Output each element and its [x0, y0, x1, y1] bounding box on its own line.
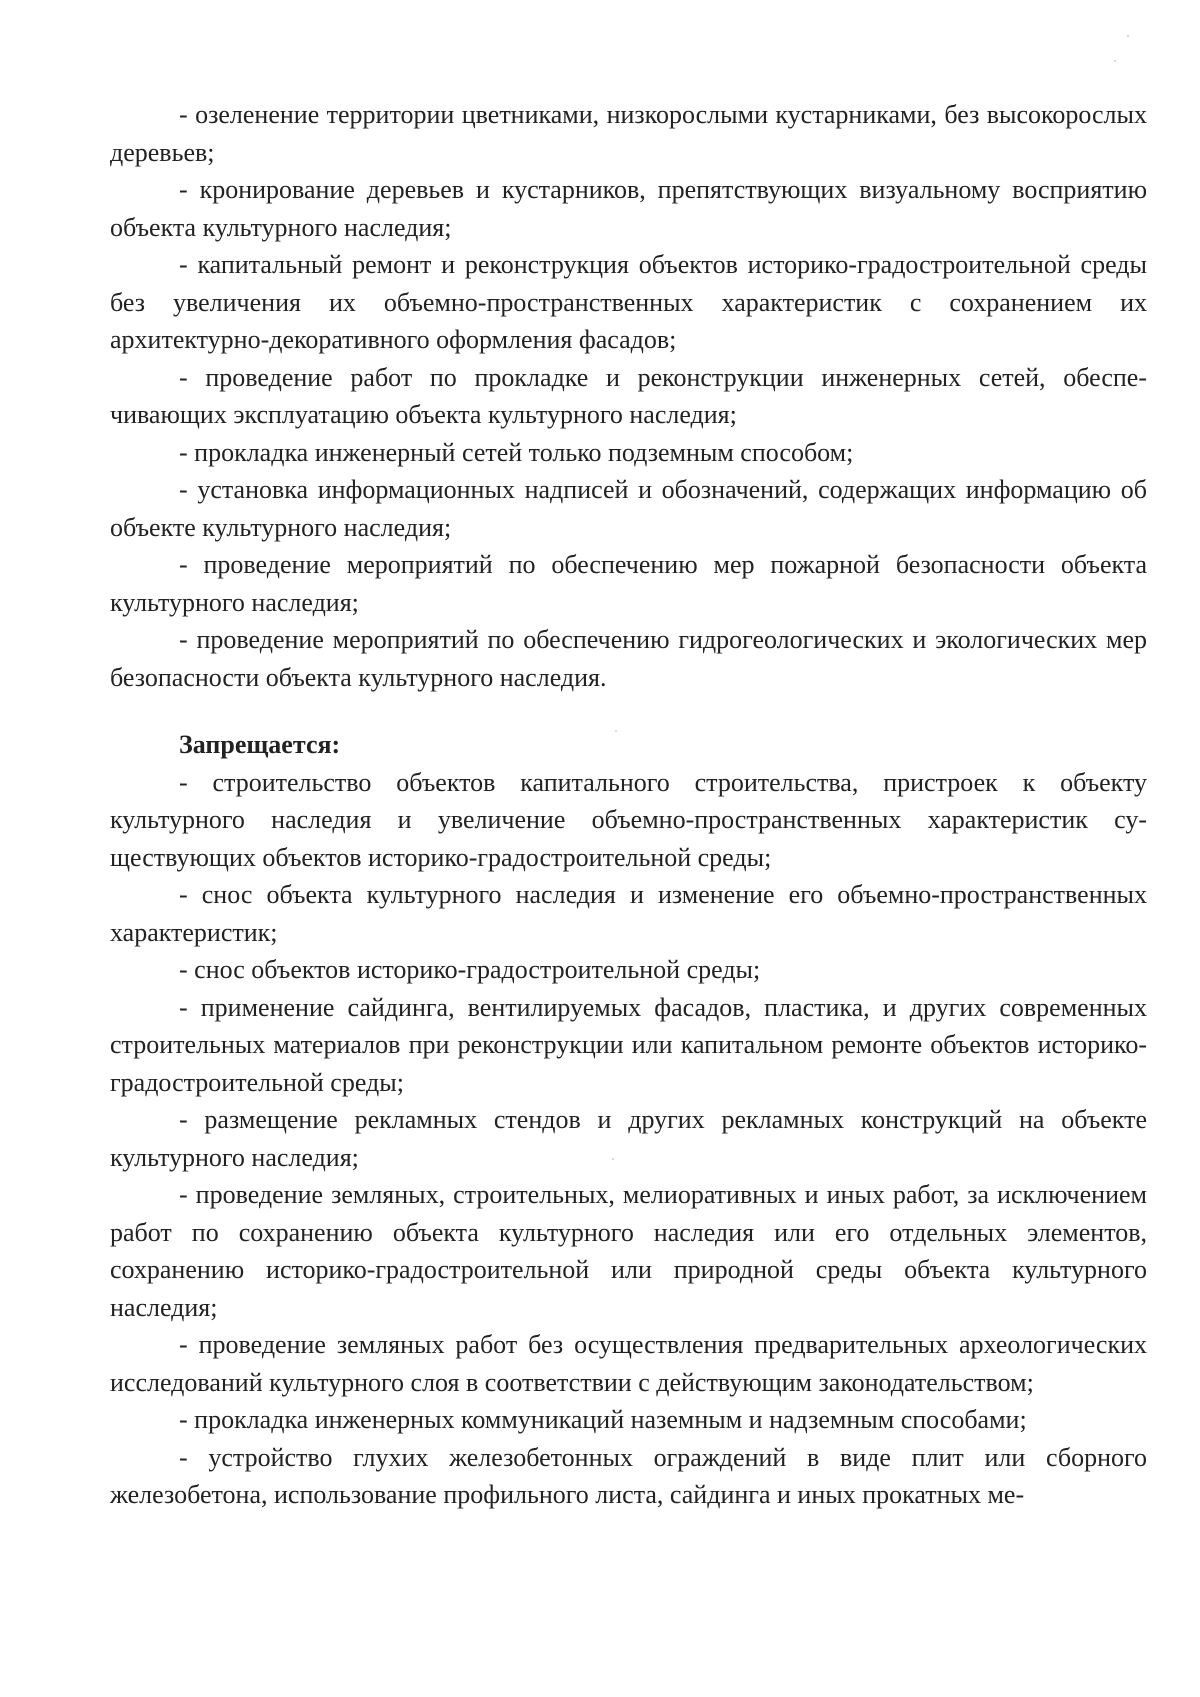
list-item: - кронирование деревьев и кустарников, препятствующих визуальному восприятию объекта культурного наследия;: [110, 175, 1147, 242]
list-item: - прокладка инженерных коммуникаций наземным и надземным способами;: [179, 1405, 1027, 1434]
list-item: - проведение земляных, строительных, мелиоративных и иных работ, за исключением работ по сохранению объекта культурного наследия или его отдельных элементов, сохранению историко-градостроительной или природной среды объекта культурного наследия;: [110, 1180, 1147, 1322]
list-item: - прокладка инженерный сетей только подземным способом;: [179, 437, 854, 467]
list-item: - снос объектов историко-градостроительной среды;: [179, 955, 761, 984]
list-item: - строительство объектов капитального строительства, пристроек к объекту культурного наследия и увеличение объемно-пространственных характеристик существующих объектов историко-градостроительной среды;: [110, 767, 1147, 872]
allowed-list: [110, 96, 1147, 696]
list-item: - проведение мероприятий по обеспечению мер пожарной безопасности объекта культурного наследия;: [110, 550, 1147, 617]
list-item: - установка информационных надписей и обозначений, содержащих информацию об объекте культурного наследия;: [110, 475, 1147, 542]
scan-speck: [1127, 35, 1129, 37]
list-item: - капитальный ремонт и реконструкция объектов историко-градостроительной среды без увеличения их объемно-пространственных характеристик с сохранением их архитектурно-декоративного оформления фасадов;: [110, 250, 1147, 354]
list-item: - проведение земляных работ без осуществления предварительных археологических исследований культурного слоя в соответствии с действующим законодательством;: [110, 1330, 1147, 1397]
list-item: - снос объекта культурного наследия и изменение его объемно-пространственных характеристик;: [110, 880, 1147, 947]
prohibited-list: [110, 764, 1147, 1514]
list-item: - применение сайдинга, вентилируемых фасадов, пластика, и других современных строительных материалов при реконструкции или капитальном ремонте объектов историко-градостроительной среды;: [110, 992, 1147, 1097]
section-heading-prohibited: Запрещается:: [179, 730, 341, 759]
list-item: - проведение мероприятий по обеспечению гидрогеологических и экологических мер безопасности объекта культурного наследия.: [110, 625, 1147, 692]
scan-speck: [612, 1158, 614, 1160]
scan-speck: [1114, 60, 1116, 62]
list-item: - проведение работ по прокладке и реконструкции инженерных сетей, обеспечивающих эксплуатацию объекта культурного наследия;: [110, 362, 1147, 429]
list-item: - устройство глухих железобетонных ограждений в виде плит или сборного железобетона, использование профильного листа, сайдинга и иных прокатных ме-: [110, 1442, 1147, 1509]
list-item: - озеленение территории цветниками, низкорослыми кустарниками, без высокорослых деревьев;: [110, 100, 1147, 167]
document-body: [110, 96, 1147, 1514]
scan-speck: [615, 730, 617, 732]
list-item: - размещение рекламных стендов и других рекламных конструкций на объекте культурного наследия;: [110, 1105, 1147, 1172]
